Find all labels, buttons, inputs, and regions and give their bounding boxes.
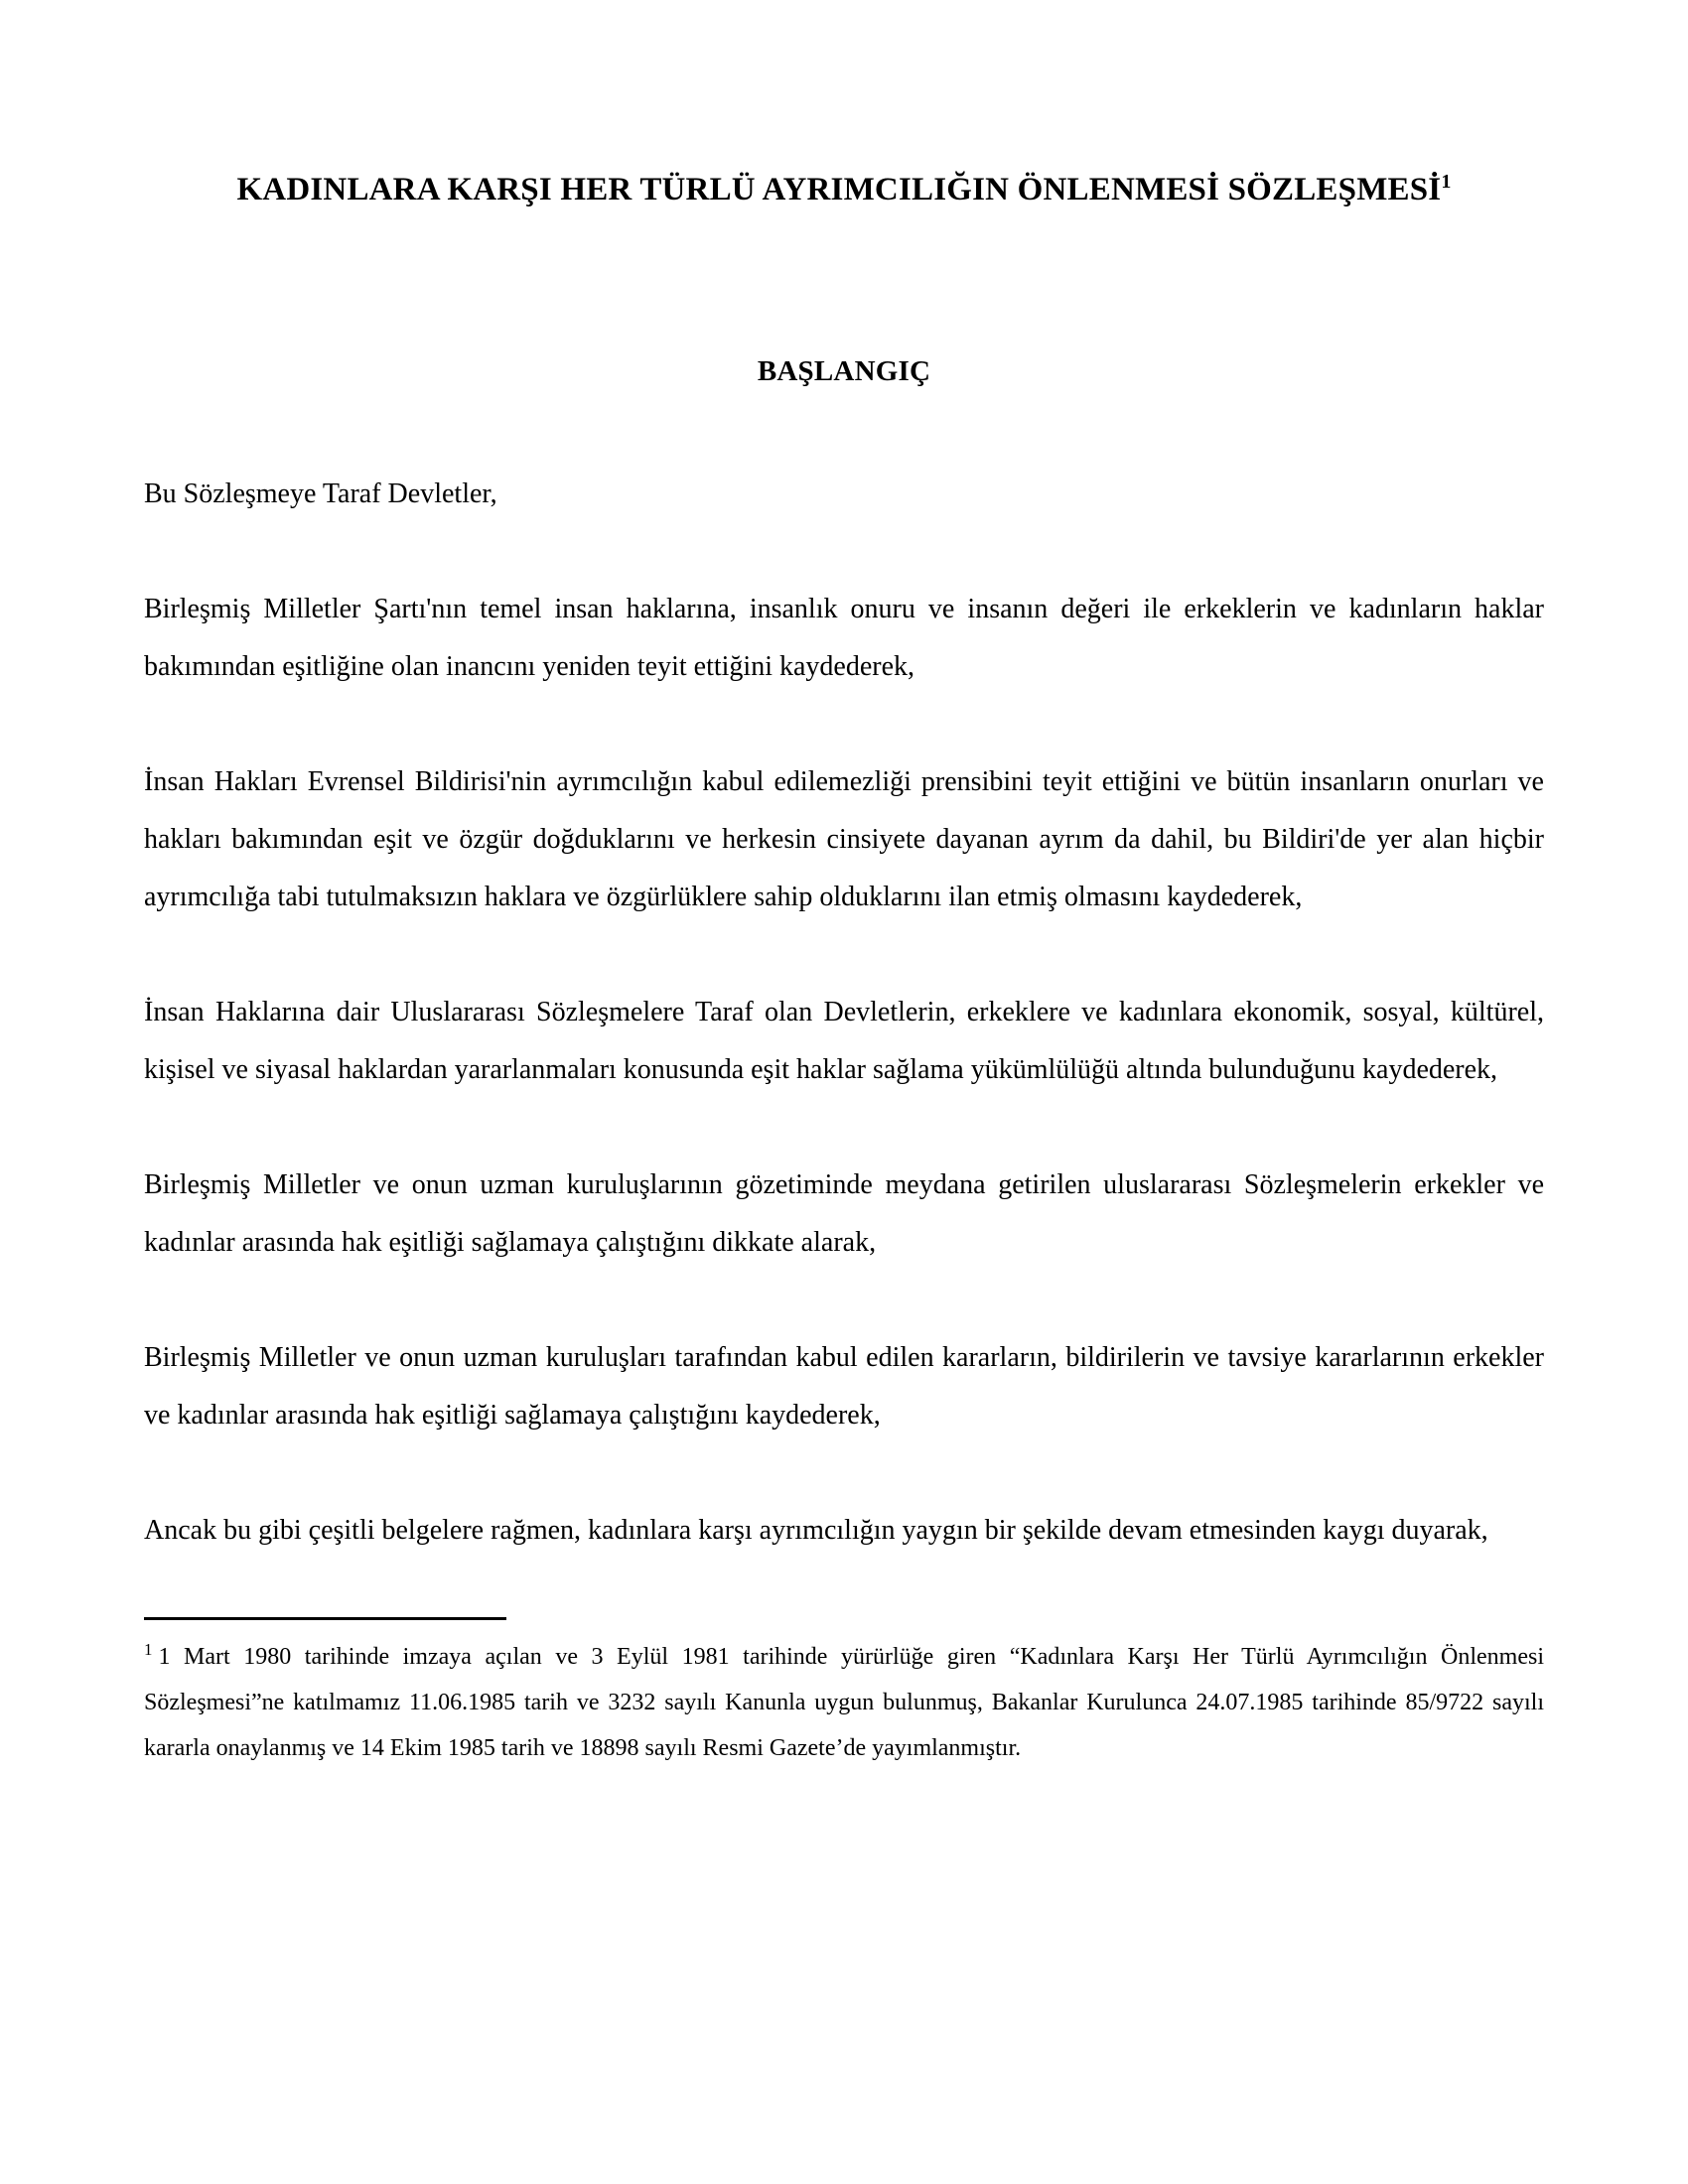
- paragraph: İnsan Haklarına dair Uluslararası Sözleşmelere Taraf olan Devletlerin, erkeklere ve kadınlara ekonomik, sosyal, kültürel, kişisel ve siyasal haklardan yararlanmaları konusunda eşit haklar sağlama yükümlülüğü altında bulunduğunu kaydederek,: [144, 996, 1544, 1085]
- paragraph: Ancak bu gibi çeşitli belgelere rağmen, kadınlara karşı ayrımcılığın yaygın bir şekilde devam etmesinden kaygı duyarak,: [144, 1514, 1488, 1546]
- section-heading: BAŞLANGIÇ: [757, 354, 931, 387]
- paragraph: Bu Sözleşmeye Taraf Devletler,: [144, 478, 497, 509]
- footnote-reference: 1: [1441, 171, 1452, 193]
- footnote: [144, 1634, 1544, 1771]
- footnote-marker: 1: [144, 1639, 153, 1659]
- paragraph: Birleşmiş Milletler Şartı'nın temel insan haklarına, insanlık onuru ve insanın değeri ile erkeklerin ve kadınların haklar bakımından eşitliğine olan inancını yeniden teyit ettiğini kaydederek,: [144, 593, 1544, 682]
- paragraph: Birleşmiş Milletler ve onun uzman kuruluşları tarafından kabul edilen kararların, bildirilerin ve tavsiye kararlarının erkekler ve kadınlar arasında hak eşitliği sağlamaya çalıştığını kaydederek,: [144, 1341, 1544, 1431]
- footnote-text: 1 Mart 1980 tarihinde imzaya açılan ve 3 Eylül 1981 tarihinde yürürlüğe giren “Kadınlara Karşı Her Türlü Ayrımcılığın Önlenmesi Sözleşmesi”ne katılmamız 11.06.1985 tarih ve 3232 sayılı Kanunla uygun bulunmuş, Bakanlar Kurulunca 24.07.1985 tarihinde 85/9722 sayılı kararla onaylanmış ve 14 Ekim 1985 tarih ve 18898 sayılı Resmi Gazete’de yayımlanmıştır.: [144, 1643, 1544, 1761]
- document-body: [144, 466, 1544, 1560]
- document-title: [144, 171, 1544, 210]
- document-title-text: KADINLARA KARŞI HER TÜRLÜ AYRIMCILIĞIN ÖNLENMESİ SÖZLEŞMESİ: [236, 172, 1442, 207]
- paragraph: Birleşmiş Milletler ve onun uzman kuruluşlarının gözetiminde meydana getirilen uluslararası Sözleşmelerin erkekler ve kadınlar arasında hak eşitliği sağlamaya çalıştığını dikkate alarak,: [144, 1168, 1544, 1258]
- paragraph: İnsan Hakları Evrensel Bildirisi'nin ayrımcılığın kabul edilemezliği prensibini teyit ettiğini ve bütün insanların onurları ve hakları bakımından eşit ve özgür doğduklarını ve herkesin cinsiyete dayanan ayrım da dahil, bu Bildiri'de yer alan hiçbir ayrımcılığa tabi tutulmaksızın haklara ve özgürlüklere sahip olduklarını ilan etmiş olmasını kaydederek,: [144, 765, 1544, 912]
- footnote-separator: [144, 1617, 506, 1620]
